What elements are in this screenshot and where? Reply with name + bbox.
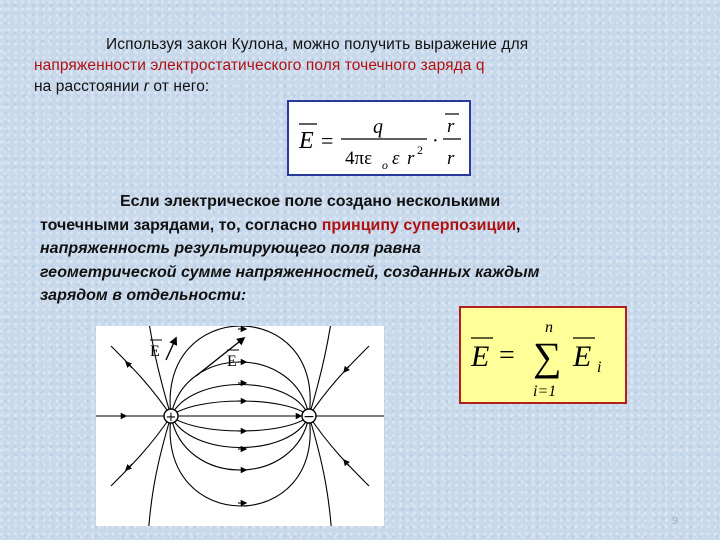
formula1-equals: = bbox=[321, 128, 334, 153]
sigma-icon: ∑ bbox=[533, 334, 562, 379]
superposition-line-1: Если электрическое поле создано несколькими bbox=[120, 193, 501, 210]
formula1-r-denominator: r bbox=[447, 148, 455, 169]
formula1-eps-sub: o bbox=[382, 158, 388, 172]
page-number: 9 bbox=[672, 515, 679, 527]
formula2-lhs: E bbox=[471, 340, 490, 373]
intro-line-3a: на расстоянии bbox=[34, 78, 144, 95]
field-label-right: E bbox=[227, 353, 237, 370]
superposition-principle: принципу суперпозиции bbox=[321, 216, 517, 234]
formula2-term: E bbox=[573, 340, 592, 373]
superposition-line-3: напряженность результирующего поля равна bbox=[40, 240, 421, 257]
formula2-equals: = bbox=[499, 340, 515, 371]
intro-line-1: Используя закон Кулона, можно получить выражение для bbox=[106, 36, 529, 53]
formula1-denominator: 4πε bbox=[345, 148, 373, 169]
coulomb-field-formula bbox=[287, 100, 471, 176]
formula2-upper: n bbox=[545, 319, 553, 336]
negative-charge: − bbox=[303, 409, 315, 425]
formula1-numerator: q bbox=[373, 116, 383, 138]
formula1-exponent: 2 bbox=[417, 143, 423, 157]
intro-paragraph bbox=[34, 34, 634, 97]
superposition-line-2b: , bbox=[516, 216, 521, 234]
superposition-paragraph bbox=[40, 190, 680, 308]
formula2-lower: i=1 bbox=[533, 383, 557, 400]
superposition-line-5: зарядом в отдельности: bbox=[40, 287, 247, 304]
formula1-r-vector: r bbox=[447, 116, 455, 137]
positive-charge: + bbox=[165, 410, 177, 425]
intro-line-2: напряженности электростатического поля точечного заряда q bbox=[34, 57, 485, 74]
formula1-r: r bbox=[407, 148, 415, 169]
intro-line-3b: от него: bbox=[149, 78, 210, 95]
formula1-dot: · bbox=[432, 130, 439, 152]
superposition-line-2a: точечными зарядами, то, согласно bbox=[40, 216, 322, 234]
dipole-field-diagram bbox=[96, 326, 384, 526]
formula2-subscript: i bbox=[597, 359, 602, 376]
field-label-left: E bbox=[150, 343, 160, 360]
superposition-line-4: геометрической сумме напряженностей, созданных каждым bbox=[40, 263, 540, 281]
intro-line-3-r: r bbox=[143, 78, 150, 95]
superposition-formula bbox=[459, 306, 627, 404]
formula1-lhs: E bbox=[299, 128, 314, 154]
formula1-eps: ε bbox=[392, 148, 400, 169]
